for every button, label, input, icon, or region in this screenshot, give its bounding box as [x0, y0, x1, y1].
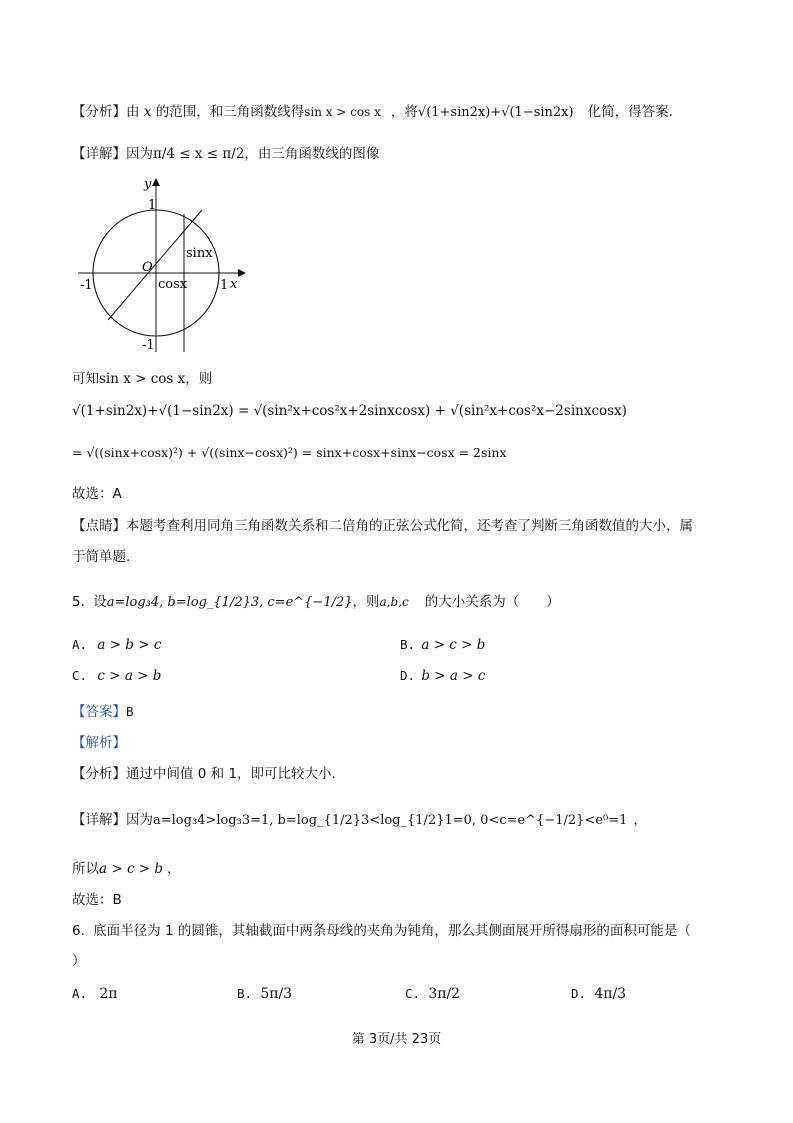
- q4-comment-text-1: 本题考查利用同角三角函数关系和二倍角的正弦公式化简，还考查了判断三角函数值的大小，属: [126, 518, 693, 534]
- y-axis-arrow: [152, 178, 160, 186]
- q5-answer-label: 【答案】: [72, 704, 126, 720]
- q5-option-b-letter: B.: [400, 637, 416, 652]
- analysis-text-b: 的范围，和三角函数线得: [151, 104, 305, 120]
- q5-choice: [72, 888, 122, 908]
- derivation-line-1: √(1+sin2x)+√(1−sin2x) = √(sin²x+cos²x+2sinxcosx) + √(sin²x+cos²x−2sinxcosx): [72, 403, 627, 419]
- analysis-var-x: x: [143, 104, 152, 120]
- q5-option-b-expr: a > c > b: [421, 637, 486, 653]
- q5-choice-text: 故选：B: [72, 892, 122, 908]
- tick-bottom-label: -1: [142, 338, 155, 353]
- q5-analysis-line: [72, 762, 336, 782]
- analysis-formula-expr: √(1+sin2x)+√(1−sin2x): [417, 105, 574, 120]
- y-axis-label: y: [144, 177, 152, 192]
- conclusion-text-a: 可知: [72, 371, 99, 387]
- q5-so-end: ，: [167, 861, 181, 877]
- x-axis-label: x: [230, 277, 238, 292]
- q4-choice-text: 故选：A: [72, 486, 122, 502]
- analysis-text-d: 化简，得答案.: [587, 104, 673, 120]
- sin-line-label: sinx: [186, 246, 213, 261]
- origin-label: O: [142, 260, 153, 275]
- q5-so-line: [72, 857, 181, 877]
- q5-detail-formula: a=log₃4>log₃3=1, b=log_{1/2}3<log_{1/2}1=0, 0<c=e^{−1/2}<e⁰=1: [153, 813, 628, 828]
- q4-choice: [72, 482, 122, 502]
- unit-circle-diagram: [70, 172, 250, 357]
- q6-option-c-expr: 3π/2: [428, 986, 461, 1002]
- q6-option-b-letter: B.: [237, 986, 253, 1001]
- q6-option-b[interactable]: [237, 986, 292, 1002]
- detail-text-b: ，由三角函数线的图像: [244, 146, 380, 162]
- q5-text-a: 设: [93, 594, 107, 610]
- tick-right-label: 1: [220, 278, 229, 293]
- conclusion-text-b: ，则: [185, 371, 213, 387]
- analysis-text-a: 由: [126, 104, 144, 120]
- x-axis-arrow: [238, 269, 246, 277]
- q5-vars: a,b,c: [379, 595, 409, 609]
- q6-option-d[interactable]: [571, 986, 626, 1002]
- q5-number: 5.: [72, 594, 85, 610]
- q5-analysis-text: 通过中间值 0 和 1，即可比较大小.: [126, 766, 336, 782]
- q5-formula: a=log₃4, b=log_{1/2}3, c=e^{−1/2}: [106, 595, 353, 610]
- detail-line: [72, 142, 379, 162]
- q5-answer-line: [72, 700, 134, 720]
- page-footer: 第 3页/共 23页: [351, 1032, 442, 1047]
- conclusion-formula: sin x > cos x: [99, 371, 186, 387]
- q6-option-c[interactable]: [405, 986, 460, 1002]
- q5-text-c: 的大小关系为（ ）: [424, 594, 560, 610]
- q5-option-c-letter: C.: [72, 668, 88, 683]
- q5-option-d-expr: b > a > c: [421, 668, 486, 684]
- cos-line-label: cosx: [158, 277, 188, 292]
- q5-detail-text: 因为: [126, 812, 153, 828]
- q5-detail-label: 【详解】: [72, 812, 126, 828]
- q5-analysis-label: 【分析】: [72, 766, 126, 782]
- q6-option-a-expr: 2π: [99, 986, 118, 1002]
- q4-comment-line-2: 于简单题.: [72, 549, 131, 565]
- detail-label: 【详解】: [72, 146, 126, 162]
- q4-comment-label: 【点睛】: [72, 518, 126, 534]
- q6-option-d-expr: 4π/3: [594, 986, 627, 1002]
- analysis-label: 【分析】: [72, 104, 126, 120]
- q5-so-text: 所以: [72, 861, 99, 877]
- q5-detail-end: ，: [633, 812, 647, 828]
- derivation-line-2: = √((sinx+cosx)²) + √((sinx−cosx)²) = sinx+cosx+sinx−cosx = 2sinx: [72, 445, 507, 460]
- q6-stem-line-1: [72, 919, 691, 939]
- q5-solution-label: 【解析】: [72, 735, 126, 751]
- q5-stem: [72, 590, 560, 610]
- conclusion-line: [72, 367, 212, 387]
- q5-option-d[interactable]: [400, 668, 485, 684]
- q5-option-b[interactable]: [400, 637, 485, 653]
- q6-option-c-letter: C.: [405, 986, 421, 1001]
- q6-text-1: 底面半径为 1 的圆锥，其轴截面中两条母线的夹角为钝角，那么其侧面展开所得扇形的面积可能是（: [93, 923, 691, 939]
- q5-option-a-letter: A.: [72, 637, 88, 652]
- q5-detail-line: [72, 808, 647, 828]
- q5-so-formula: a > c > b: [99, 861, 164, 877]
- q4-comment-line-1: [72, 514, 693, 534]
- detail-formula: π/4 ≤ x ≤ π/2: [153, 146, 245, 162]
- terminal-side-line: [108, 210, 202, 320]
- q5-option-a-expr: a > b > c: [97, 637, 162, 653]
- q6-stem-line-2: ）: [72, 953, 86, 969]
- q5-answer-value: B: [126, 704, 134, 719]
- analysis-formula-ineq: sin x > cos x: [304, 105, 381, 119]
- tick-left-label: -1: [80, 278, 93, 293]
- analysis-line: [72, 100, 673, 120]
- q6-option-b-expr: 5π/3: [260, 986, 293, 1002]
- q5-option-c-expr: c > a > b: [97, 668, 162, 684]
- analysis-text-c: ，将: [390, 104, 418, 120]
- detail-text-a: 因为: [126, 146, 153, 162]
- q5-text-b: ，则: [352, 594, 380, 610]
- q6-option-a[interactable]: [72, 986, 117, 1002]
- q6-option-a-letter: A.: [72, 986, 88, 1001]
- q6-option-d-letter: D.: [571, 986, 587, 1001]
- tick-top-label: 1: [148, 198, 157, 213]
- q5-solution-line: [72, 731, 126, 751]
- q5-option-c[interactable]: [72, 668, 161, 684]
- q6-number: 6.: [72, 923, 85, 939]
- q5-option-d-letter: D.: [400, 668, 416, 683]
- q5-option-a[interactable]: [72, 637, 161, 653]
